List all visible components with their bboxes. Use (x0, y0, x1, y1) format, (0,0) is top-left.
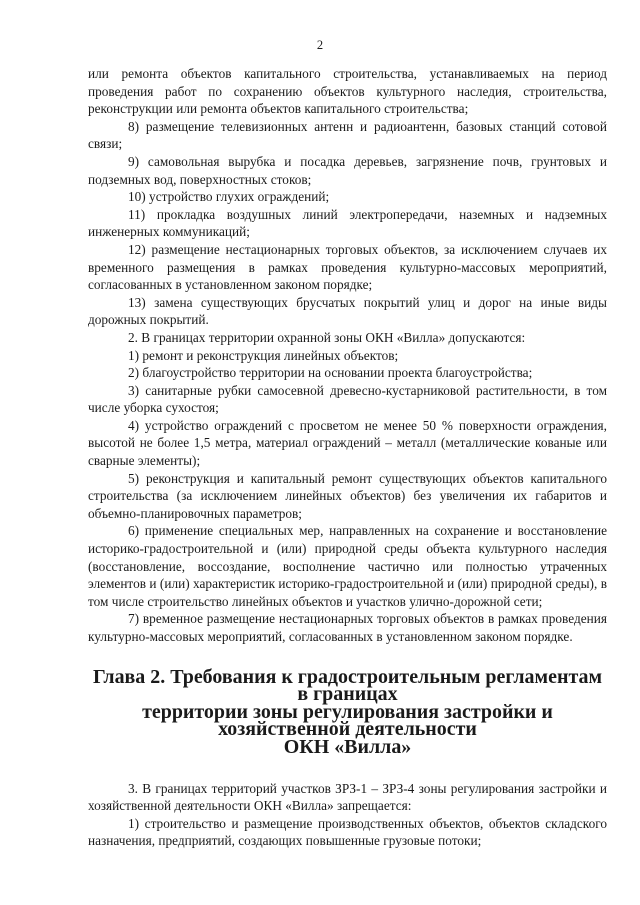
paragraph: 9) самовольная вырубка и посадка деревьев, загрязнение почв, грунтовых и подземных вод, поверхностных стоков; (88, 153, 607, 187)
paragraph: 3. В границах территорий участков ЗРЗ-1 – ЗРЗ-4 зоны регулирования застройки и хозяйственной деятельности ОКН «Вилла» запрещается: (88, 780, 607, 814)
paragraph: 5) реконструкция и капитальный ремонт существующих объектов капитального строительства (за исключением линейных объектов) без увеличения их габаритов и объемно-планировочных параметров; (88, 470, 607, 521)
page-number: 2 (316, 38, 324, 52)
paragraph: 1) ремонт и реконструкция линейных объектов; (128, 347, 399, 363)
paragraph: 2) благоустройство территории на основании проекта благоустройства; (128, 365, 533, 381)
section-part1 (88, 65, 607, 646)
paragraph: 6) применение специальных мер, направленных на сохранение и восстановление историко-градостроительной и (или) природной среды объекта культурного наследия (восстановление, воссоздание, восполнение частично или полностью утраченных элементов и (или) характеристик историко-градостроительной и (или) природной среды), в том числе строительство линейных объектов и участков улично-дорожной сети; (88, 523, 607, 609)
paragraph: 10) устройство глухих ограждений; (128, 189, 330, 205)
paragraph: 4) устройство ограждений с просветом не менее 50 % поверхности ограждения, высотой не более 1,5 метра, материал ограждений – металл (металлические кованые или сварные элементы); (88, 417, 607, 469)
paragraph: 8) размещение телевизионных антенн и радиоантенн, базовых станций сотовой связи; (88, 118, 607, 152)
heading-line: территории зоны регулирования застройки и хозяйственной деятельности (142, 700, 553, 741)
paragraph: 12) размещение нестационарных торговых объектов, за исключением случаев их временного размещения в рамках проведения культурно-массовых мероприятий, согласованных в установленном законом порядке; (88, 241, 607, 293)
heading-line: Глава 2. Требования к градостроительным регламентам в границах (92, 665, 603, 706)
paragraph: 1) строительство и размещение производственных объектов, объектов складского назначения, предприятий, создающих повышенные грузовые потоки; (88, 815, 607, 849)
heading-line: ОКН «Вилла» (283, 735, 412, 758)
paragraph: 2. В границах территории охранной зоны ОКН «Вилла» допускаются: (128, 329, 526, 345)
paragraph: 11) прокладка воздушных линий электропередачи, наземных и надземных инженерных коммуникаций; (88, 206, 607, 240)
paragraph: 3) санитарные рубки самосевной древесно-кустарниковой растительности, в том числе уборка сухостоя; (88, 382, 607, 416)
paragraph: или ремонта объектов капитального строительства, устанавливаемых на период проведения работ по сохранению объектов культурного наследия, строительства, реконструкции или ремонта объектов капитального строительства; (88, 66, 607, 117)
chapter-heading (88, 665, 607, 758)
section-part2 (88, 780, 607, 850)
document-body (88, 65, 607, 850)
paragraph: 13) замена существующих брусчатых покрытий улиц и дорог на иные виды дорожных покрытий. (88, 294, 607, 328)
paragraph: 7) временное размещение нестационарных торговых объектов в рамках проведения культурно-массовых мероприятий, согласованных в установленном законом порядке. (88, 611, 607, 644)
